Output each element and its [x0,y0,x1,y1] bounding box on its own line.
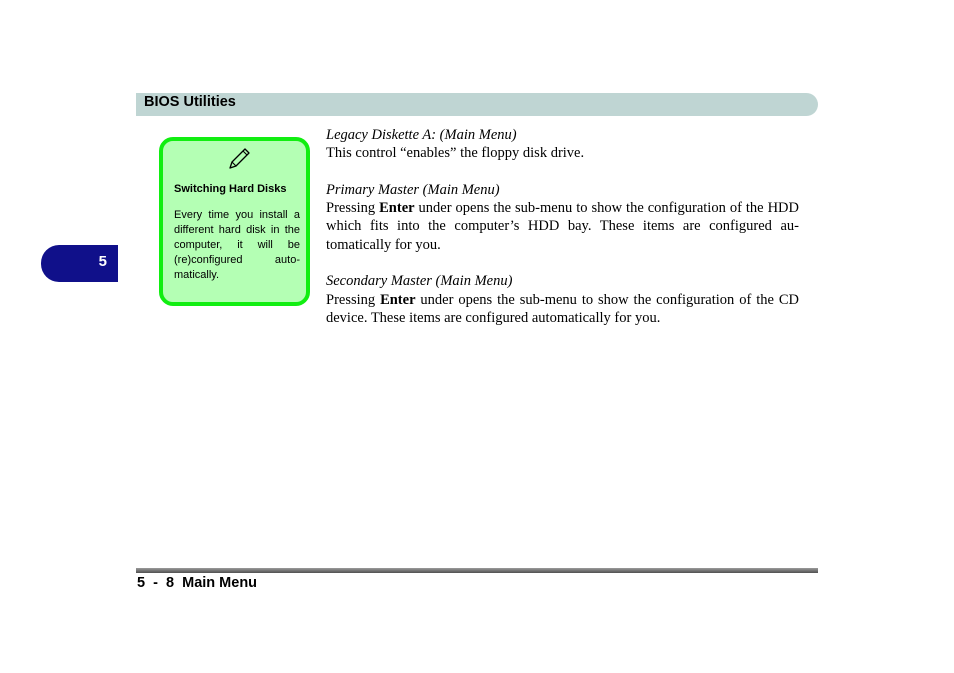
chapter-tab [41,245,118,282]
legacy-body: This control “enables” the floppy disk drive. [326,145,585,162]
main-content [326,126,799,327]
primary-body-post: under opens the sub-menu to show the configuration of the HDD which fits into the computer’s HDD bay. These items are configured au-tomatically for you. [326,200,799,253]
note-title: Switching Hard Disks [174,183,287,195]
chapter-number: 5 [98,253,107,270]
note-body: Every time you install a different hard disk in the computer, it will be (re)configured auto-matically. [174,209,300,281]
primary-heading: Primary Master (Main Menu) [326,181,500,198]
primary-key: Enter [379,200,415,217]
header-title: BIOS Utilities [144,94,236,110]
header-bar [136,93,818,116]
footer-rule [136,568,818,573]
primary-body [326,199,799,254]
secondary-body-post: under opens the sub-menu to show the configuration of the CD device. These items are configured automatically for you. [326,291,799,326]
secondary-body [326,291,799,328]
secondary-key: Enter [380,291,416,308]
note-box [159,137,310,306]
primary-body-pre: Pressing [326,200,380,217]
footer-page-label: 5 - 8 Main Menu [137,575,258,591]
pencil-icon [227,147,251,171]
secondary-body-pre: Pressing [326,291,381,308]
legacy-heading: Legacy Diskette A: (Main Menu) [326,127,517,143]
secondary-heading: Secondary Master (Main Menu) [326,273,513,290]
